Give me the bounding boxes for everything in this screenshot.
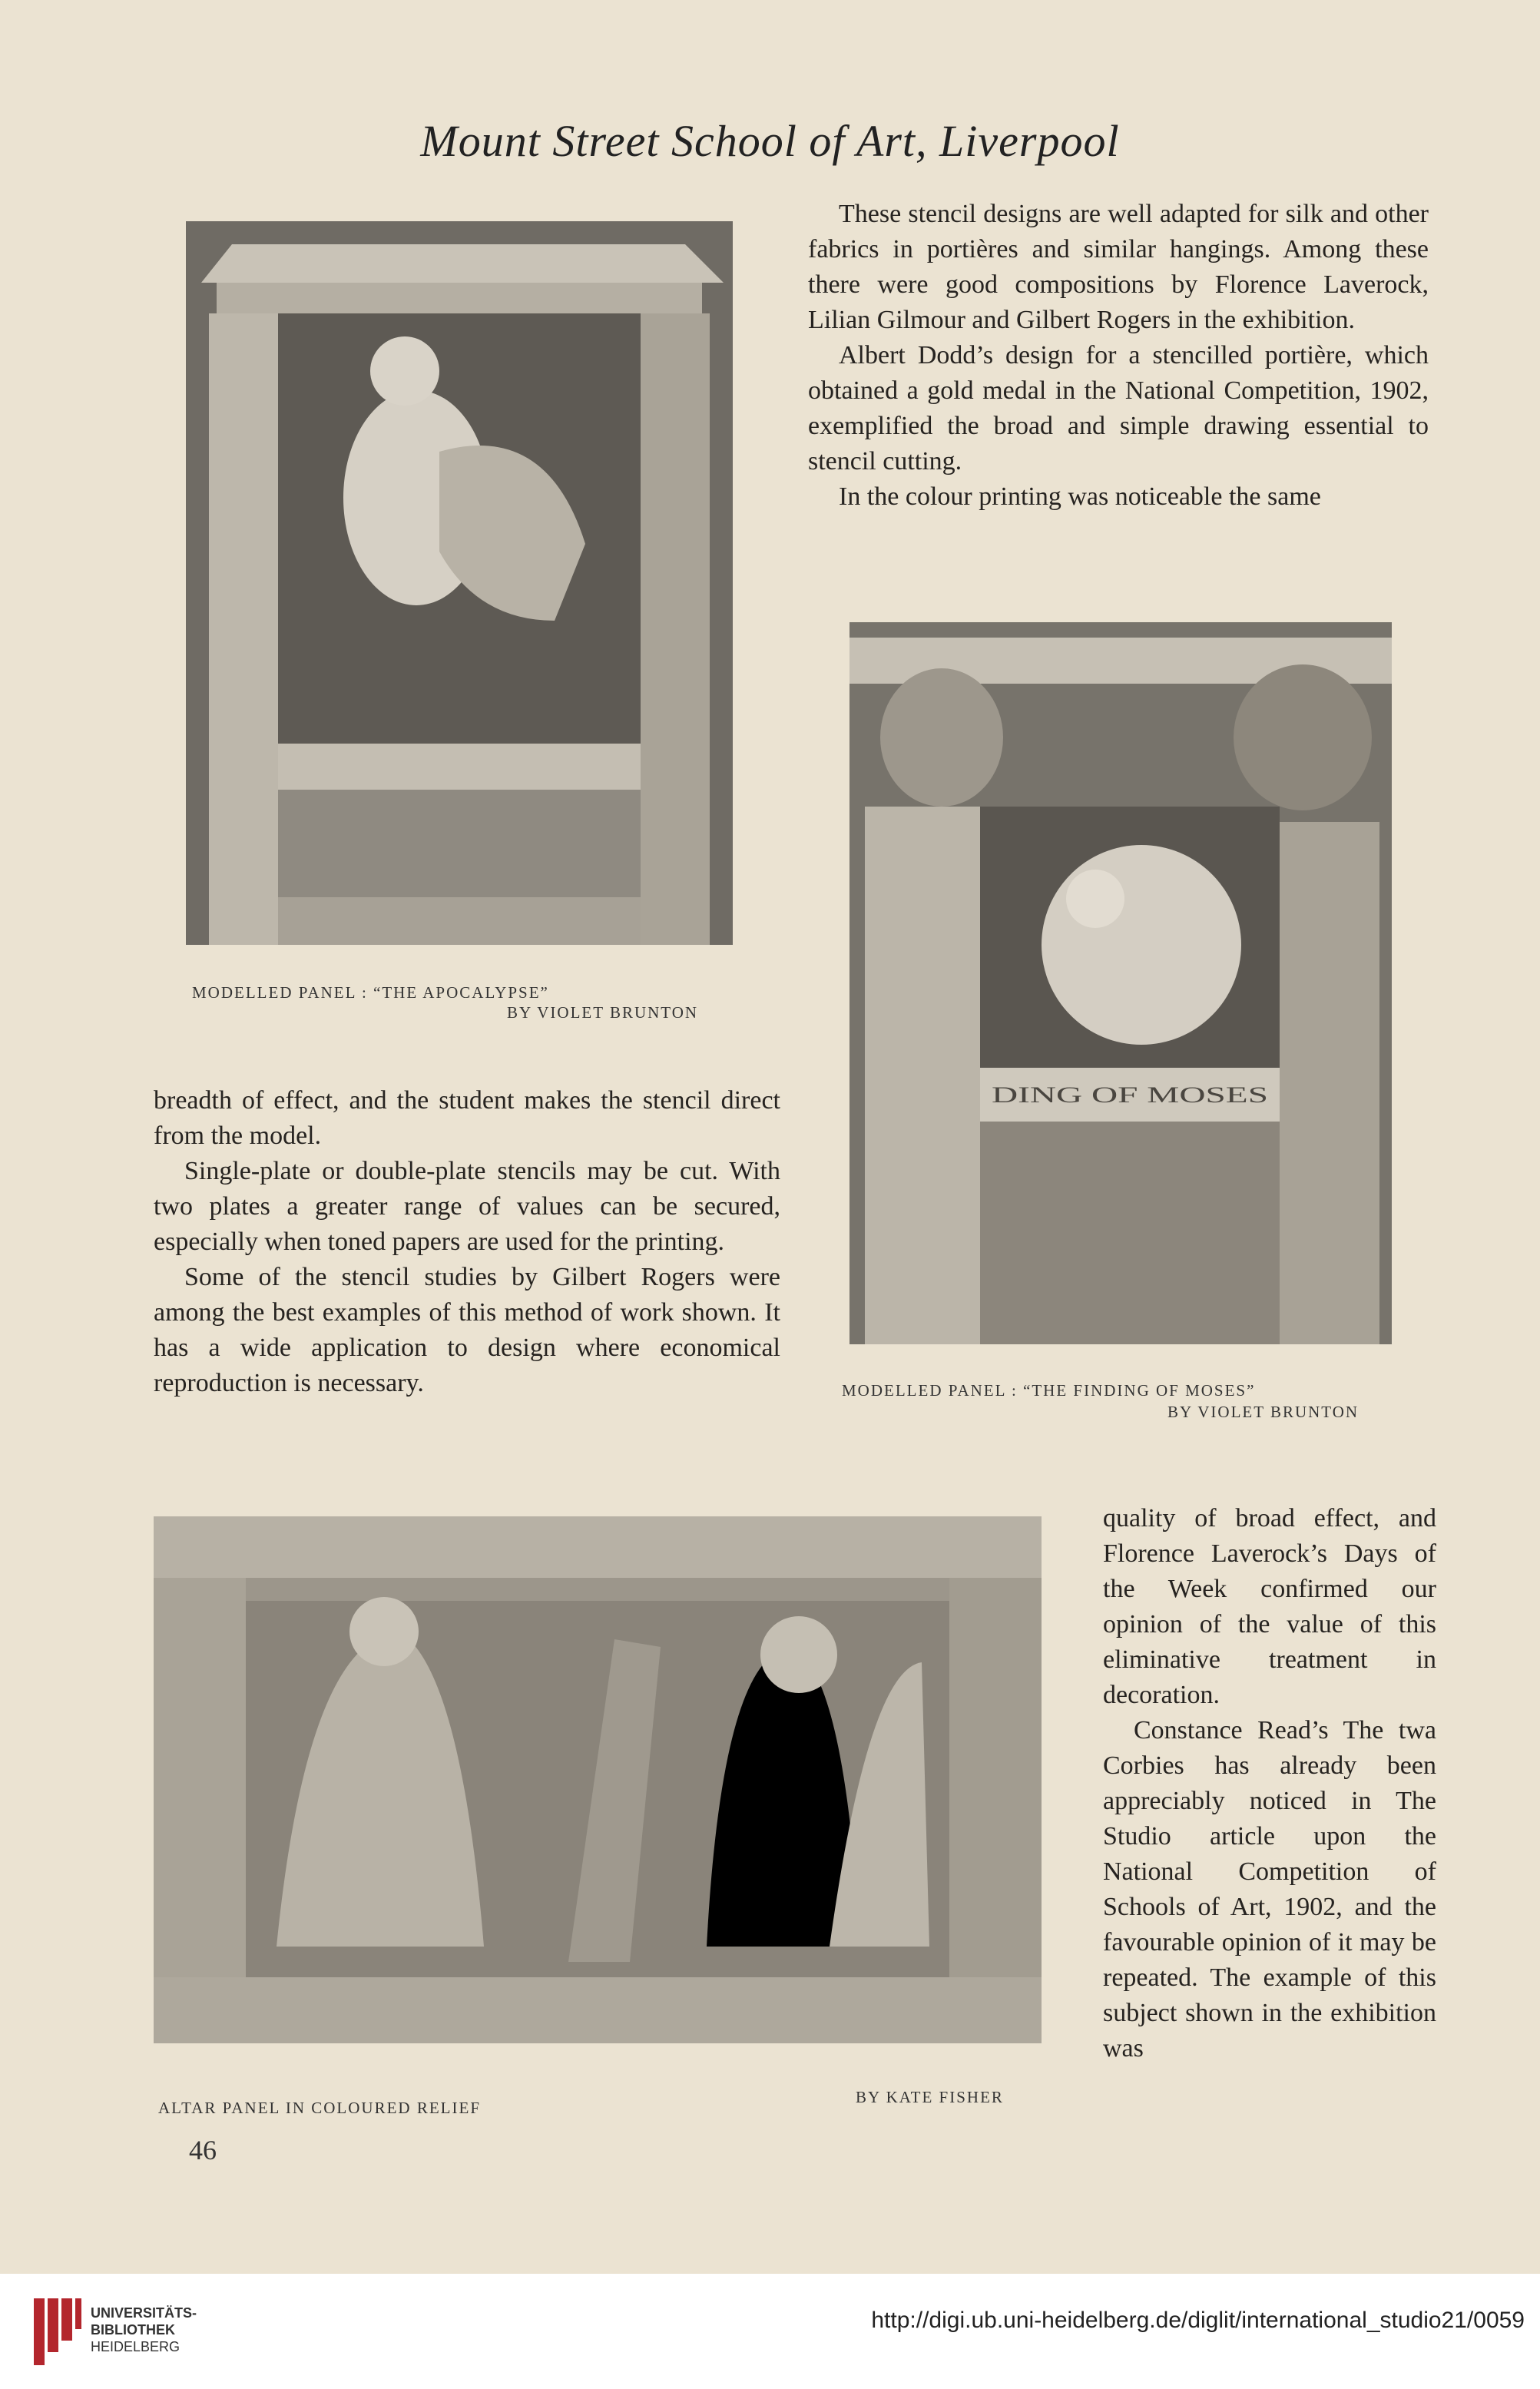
paragraph: Constance Read’s The twa Corbies has already been appreciably noticed in The Studio article upon the National Competition of Schools of Art, 1902, and the favourable opinion of it may be repeated. The example of this subject shown in the exhibition was: [1103, 1716, 1436, 2063]
paragraph: In the colour printing was noticeable the same: [839, 482, 1321, 511]
moses-inscription: DING OF MOSES: [992, 1082, 1268, 1108]
paragraph: quality of broad effect, and Florence Laverock’s Days of the Week confirmed our opinion of the value of this eliminative treatment in decoration.: [1103, 1504, 1436, 1709]
paragraph: These stencil designs are well adapted for silk and other fabrics in portières and similar hangings. Among these there were good compositions by Florence Laverock, Lilian Gilmour and Gilbert Rogers in the exhibition.: [808, 200, 1429, 334]
library-logo-icon: [31, 2295, 84, 2368]
figure-moses-image: [849, 622, 1392, 1344]
paragraph: breadth of effect, and the student makes the stencil direct from the model.: [154, 1086, 780, 1150]
running-header: Mount Street School of Art, Liverpool: [420, 116, 1120, 166]
figure-altar-caption-left: ALTAR PANEL IN COLOURED RELIEF: [158, 2099, 481, 2117]
library-name-line: HEIDELBERG: [91, 2339, 180, 2354]
page-number: 46: [189, 2135, 217, 2165]
library-name: [91, 2305, 197, 2355]
paragraph: Single-plate or double-plate stencils may be cut. With two plates a greater range of values can be secured, especially when toned papers are used for the printing.: [154, 1157, 780, 1256]
figure-altar-caption-right: BY KATE FISHER: [856, 2088, 1004, 2106]
figure-moses-caption-line2: BY VIOLET BRUNTON: [1167, 1403, 1360, 1421]
body-text-bottom-right: [1103, 1501, 1436, 2066]
body-text-mid-left: [154, 1083, 780, 1401]
library-name-line: BIBLIOTHEK: [91, 2322, 175, 2338]
permalink-url[interactable]: http://digi.ub.uni-heidelberg.de/diglit/international_studio21/0059: [871, 2308, 1525, 2333]
body-text-top-right: [808, 197, 1429, 515]
figure-moses-caption-line1: MODELLED PANEL : “THE FINDING OF MOSES”: [842, 1381, 1256, 1400]
library-name-line: UNIVERSITÄTS-: [91, 2305, 197, 2321]
digital-library-footer: [0, 2274, 1540, 2389]
figure-apocalypse-caption-line2: BY VIOLET BRUNTON: [507, 1003, 699, 1022]
paragraph: Some of the stencil studies by Gilbert Rogers were among the best examples of this method of work shown. It has a wide application to design where economical reproduction is necessary.: [154, 1263, 780, 1397]
paragraph: Albert Dodd’s design for a stencilled portière, which obtained a gold medal in the National Competition, 1902, exemplified the broad and simple drawing essential to stencil cutting.: [808, 341, 1429, 475]
figure-apocalypse-image: [186, 221, 733, 945]
figure-altar-image: [154, 1516, 1042, 2043]
figure-apocalypse-caption-line1: MODELLED PANEL : “THE APOCALYPSE”: [192, 983, 549, 1002]
